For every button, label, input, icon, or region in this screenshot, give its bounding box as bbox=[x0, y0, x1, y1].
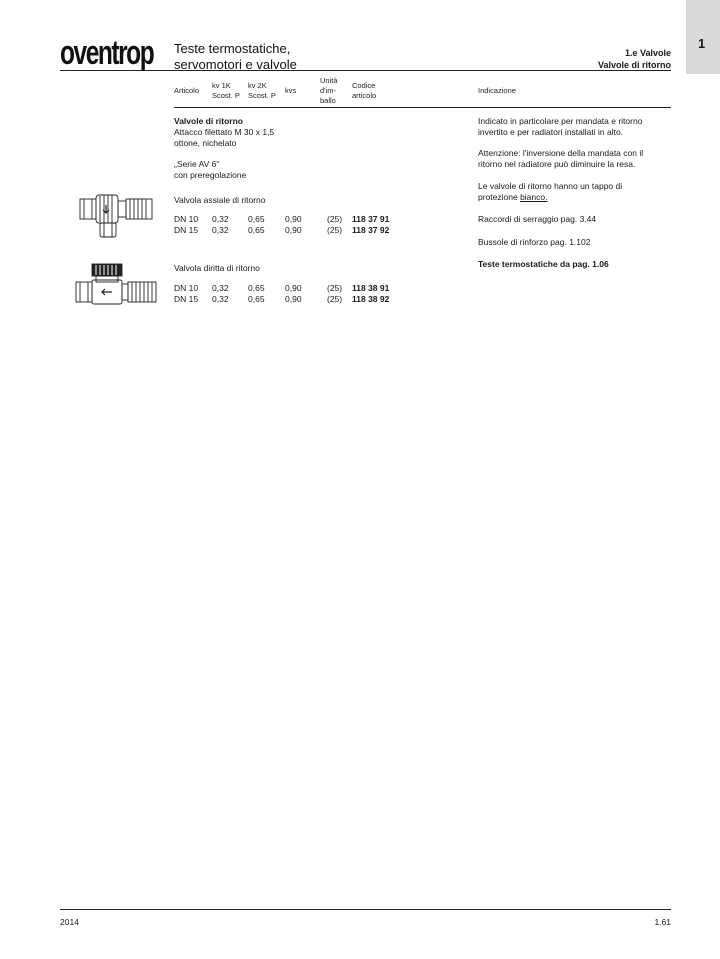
row-kvs: 0,90 bbox=[285, 283, 302, 293]
table-row bbox=[0, 225, 480, 236]
col-header-kvs: kvs bbox=[285, 86, 297, 95]
header-rule bbox=[60, 70, 671, 71]
row-kv2k: 0,65 bbox=[248, 283, 265, 293]
chapter-tab bbox=[686, 0, 720, 74]
note-6: Teste termostatiche da pag. 1.06 bbox=[478, 259, 609, 269]
row-dn: DN 15 bbox=[174, 225, 199, 235]
series-name: „Serie AV 6“ bbox=[174, 159, 220, 169]
row-code: 118 37 92 bbox=[352, 225, 390, 235]
page-title-line-2: servomotori e valvole bbox=[174, 57, 297, 72]
footer-page-number: 1.61 bbox=[654, 917, 671, 927]
row-dn: DN 15 bbox=[174, 294, 199, 304]
col-header-articolo: Articolo bbox=[174, 86, 200, 95]
note-3-line-2 bbox=[478, 192, 622, 203]
product-desc-line-1: Attacco filettato M 30 x 1,5 bbox=[174, 127, 275, 137]
col-header-unita-line-1: Unità bbox=[320, 76, 338, 85]
row-dn: DN 10 bbox=[174, 283, 199, 293]
note-3-prefix: protezione bbox=[478, 192, 521, 202]
row-pack: (25) bbox=[327, 294, 343, 304]
section-heading-line-2: Valvole di ritorno bbox=[597, 60, 671, 70]
col-header-unita bbox=[320, 76, 338, 106]
col-header-kv1k bbox=[212, 81, 240, 101]
row-kv1k: 0,32 bbox=[212, 225, 229, 235]
table-row bbox=[0, 294, 480, 305]
table-row bbox=[0, 214, 480, 225]
row-pack: (25) bbox=[327, 214, 343, 224]
note-4: Raccordi di serraggio pag. 3.44 bbox=[478, 214, 597, 224]
row-kvs: 0,90 bbox=[285, 225, 302, 235]
product-desc-line-2: ottone, nichelato bbox=[174, 138, 237, 148]
brand-logo: oventrop bbox=[60, 34, 154, 72]
table-row bbox=[0, 283, 480, 294]
row-pack: (25) bbox=[327, 225, 343, 235]
col-header-kv1k-line-1: kv 1K bbox=[212, 81, 231, 90]
row-code: 118 38 91 bbox=[352, 283, 390, 293]
row-kvs: 0,90 bbox=[285, 294, 302, 304]
col-header-kv2k-line-1: kv 2K bbox=[248, 81, 267, 90]
col-header-codice-line-2: articolo bbox=[352, 91, 377, 100]
note-2 bbox=[478, 148, 643, 170]
note-3-underlined: bianco. bbox=[520, 192, 548, 202]
footer-rule bbox=[60, 909, 671, 910]
row-kv1k: 0,32 bbox=[212, 214, 229, 224]
col-header-kv2k bbox=[248, 81, 276, 101]
product-block bbox=[174, 116, 274, 149]
row-kv1k: 0,32 bbox=[212, 294, 229, 304]
row-dn: DN 10 bbox=[174, 214, 199, 224]
row-kvs: 0,90 bbox=[285, 214, 302, 224]
section-heading-line-1: 1.e Valvole bbox=[624, 48, 671, 58]
note-1-line-2: invertito e per radiatori installati in alto. bbox=[478, 127, 624, 137]
note-1 bbox=[478, 116, 642, 138]
series-desc: con preregolazione bbox=[174, 170, 247, 180]
row-code: 118 37 91 bbox=[352, 214, 390, 224]
col-header-indicazione: Indicazione bbox=[478, 86, 516, 95]
row-kv2k: 0,65 bbox=[248, 294, 265, 304]
col-header-kv1k-line-2: Scost. P bbox=[212, 91, 240, 100]
row-pack: (25) bbox=[327, 283, 343, 293]
table-header-rule bbox=[174, 107, 671, 108]
row-kv2k: 0,65 bbox=[248, 225, 265, 235]
chapter-tab-number: 1 bbox=[698, 36, 706, 51]
group-2-name: Valvola diritta di ritorno bbox=[174, 263, 260, 273]
series-block bbox=[174, 159, 246, 181]
product-heading: Valvole di ritorno bbox=[174, 116, 243, 126]
col-header-codice-line-1: Codice bbox=[352, 81, 376, 90]
section-heading bbox=[598, 47, 671, 71]
note-5: Bussole di rinforzo pag. 1.102 bbox=[478, 237, 591, 247]
col-header-kv2k-line-2: Scost. P bbox=[248, 91, 276, 100]
group-1-name: Valvola assiale di ritorno bbox=[174, 195, 266, 205]
page-title-line-1: Teste termostatiche, bbox=[174, 41, 291, 56]
note-3 bbox=[478, 181, 622, 203]
col-header-unita-line-2: d'im- bbox=[320, 86, 337, 95]
row-kv1k: 0,32 bbox=[212, 283, 229, 293]
footer-year: 2014 bbox=[60, 917, 79, 927]
col-header-unita-line-3: ballo bbox=[320, 96, 336, 105]
note-2-line-2: ritorno nel radiatore può diminuire la resa. bbox=[478, 159, 636, 169]
row-kv2k: 0,65 bbox=[248, 214, 265, 224]
page-title bbox=[174, 41, 297, 73]
note-1-line-1: Indicato in particolare per mandata e ritorno bbox=[478, 116, 643, 126]
col-header-codice bbox=[352, 81, 376, 101]
note-3-line-1: Le valvole di ritorno hanno un tappo di bbox=[478, 181, 623, 191]
row-code: 118 38 92 bbox=[352, 294, 390, 304]
note-2-line-1: Attenzione: l'inversione della mandata con il bbox=[478, 148, 644, 158]
